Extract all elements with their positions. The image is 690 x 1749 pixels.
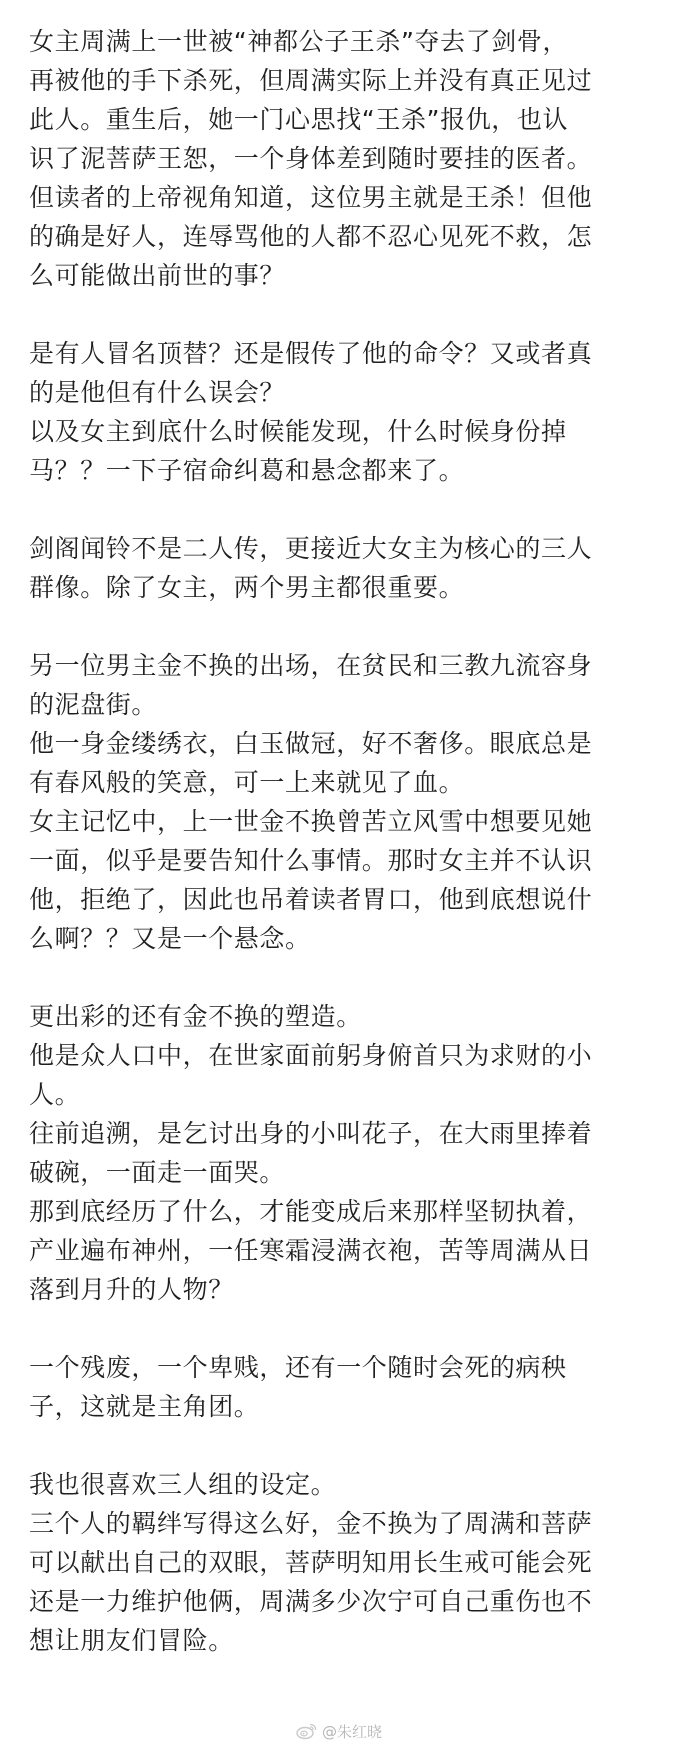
- text-line: 另一位男主金不换的出场，在贫民和三教九流容身: [29, 651, 593, 680]
- text-line: 但读者的上帝视角知道，这位男主就是王杀！但他: [29, 183, 593, 212]
- text-line: 破碗，一面走一面哭。: [29, 1158, 286, 1187]
- article-body: [29, 22, 669, 1699]
- text-line: 群像。除了女主，两个男主都很重要。: [29, 573, 465, 602]
- text-line: 女主周满上一世被“神都公子王杀”夺去了剑骨，: [29, 27, 569, 56]
- text-line: 女主记忆中，上一世金不换曾苦立风雪中想要见她: [29, 807, 593, 836]
- paragraph: [29, 1465, 669, 1660]
- text-line: 马？？一下子宿命纠葛和悬念都来了。: [29, 456, 465, 485]
- paragraph: [29, 997, 669, 1309]
- text-line: 想让朋友们冒险。: [29, 1626, 234, 1655]
- text-line: 还是一力维护他俩，周满多少次宁可自己重伤也不: [29, 1587, 593, 1616]
- text-line: 他是众人口中，在世家面前躬身俯首只为求财的小: [29, 1041, 593, 1070]
- text-line: 我也很喜欢三人组的设定。: [29, 1470, 337, 1499]
- text-line: 子，这就是主角团。: [29, 1392, 260, 1421]
- text-line: 识了泥菩萨王恕，一个身体差到随时要挂的医者。: [29, 144, 593, 173]
- text-line: 往前追溯，是乞讨出身的小叫花子，在大雨里捧着: [29, 1119, 593, 1148]
- text-line: 一个残废，一个卑贱，还有一个随时会死的病秧: [29, 1353, 567, 1382]
- text-line: 么可能做出前世的事？: [29, 261, 286, 290]
- text-line: 么啊？？又是一个悬念。: [29, 924, 311, 953]
- watermark: [296, 1719, 382, 1743]
- text-line: 更出彩的还有金不换的塑造。: [29, 1002, 362, 1031]
- text-line: 一面，似乎是要告知什么事情。那时女主并不认识: [29, 846, 593, 875]
- text-line: 此人。重生后，她一门心思找“王杀”报仇，也认: [29, 105, 569, 134]
- paragraph: [29, 334, 669, 490]
- text-line: 以及女主到底什么时候能发现，什么时候身份掉: [29, 417, 567, 446]
- text-line: 人。: [29, 1080, 81, 1109]
- text-line: 是有人冒名顶替？还是假传了他的命令？又或者真: [29, 339, 593, 368]
- text-line: 的泥盘街。: [29, 690, 158, 719]
- text-line: 有春风般的笑意，可一上来就见了血。: [29, 768, 465, 797]
- text-line: 产业遍布神州，一任寒霜浸满衣袍，苦等周满从日: [29, 1236, 593, 1265]
- text-line: 他一身金缕绣衣，白玉做冠，好不奢侈。眼底总是: [29, 729, 593, 758]
- watermark-text: @朱红晓: [322, 1722, 383, 1741]
- weibo-logo-icon: [296, 1722, 318, 1740]
- paragraph: [29, 646, 669, 958]
- paragraph: [29, 22, 669, 295]
- text-line: 再被他的手下杀死，但周满实际上并没有真正见过: [29, 66, 593, 95]
- text-line: 的是他但有什么误会？: [29, 378, 286, 407]
- text-line: 剑阁闻铃不是二人传，更接近大女主为核心的三人: [29, 534, 593, 563]
- paragraph: [29, 529, 669, 607]
- text-line: 他，拒绝了，因此也吊着读者胃口，他到底想说什: [29, 885, 593, 914]
- text-line: 那到底经历了什么，才能变成后来那样坚韧执着，: [29, 1197, 593, 1226]
- text-line: 三个人的羁绊写得这么好，金不换为了周满和菩萨: [29, 1509, 593, 1538]
- paragraph: [29, 1348, 669, 1426]
- text-line: 落到月升的人物？: [29, 1275, 234, 1304]
- text-line: 的确是好人，连辱骂他的人都不忍心见死不救，怎: [29, 222, 593, 251]
- text-line: 可以献出自己的双眼，菩萨明知用长生戒可能会死: [29, 1548, 593, 1577]
